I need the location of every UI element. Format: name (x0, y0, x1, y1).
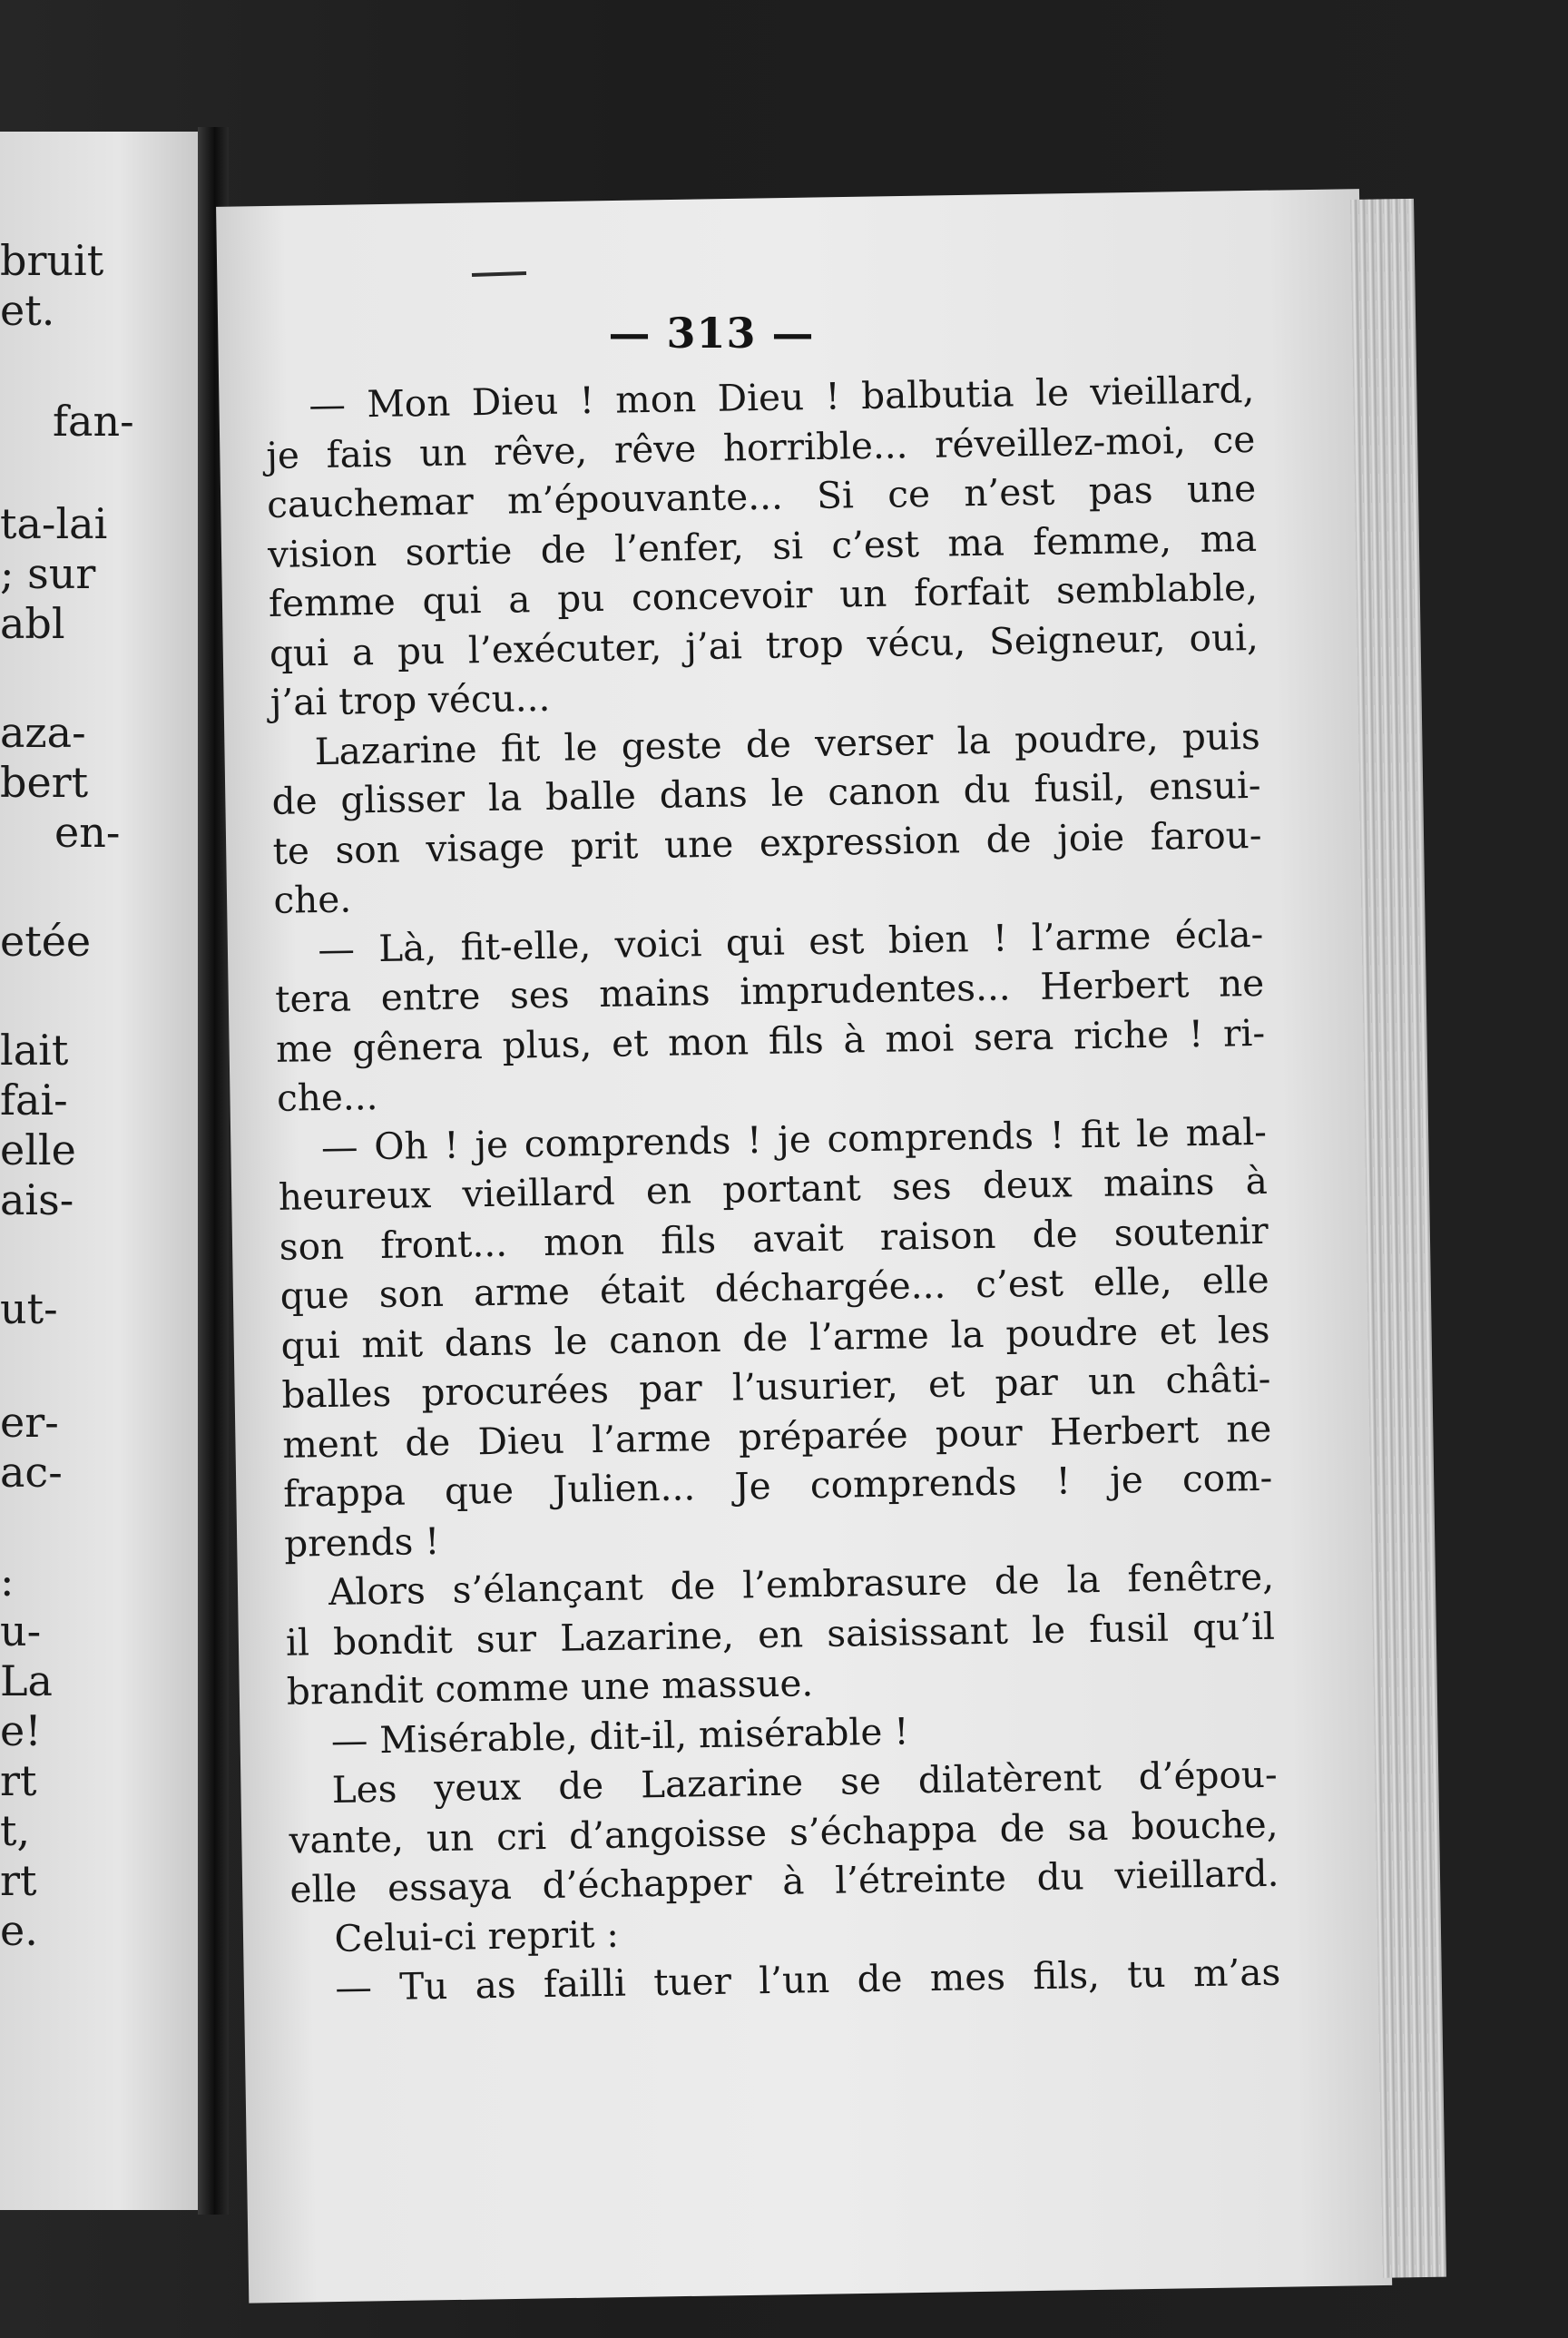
left-page-line: e. (0, 1906, 38, 1955)
page-number: — 313 — (608, 309, 815, 358)
text-line: vante, un cri d’angoisse s’échappa de sa bouche, (289, 1802, 1279, 1862)
text-line: heureux vieillard en portant ses deux mains à (278, 1158, 1269, 1219)
text-line: de glisser la balle dans le canon du fusil, ensui- (271, 762, 1261, 823)
text-line: — Mon Dieu ! mon Dieu ! balbutia le vieillard, (309, 367, 1255, 427)
text-line: vision sortie de l’enfer, si c’est ma femme, ma (267, 516, 1258, 576)
text-line: te son visage prit une expression de joie farou- (272, 812, 1262, 873)
left-page-line: ac- (0, 1448, 63, 1497)
text-line: prends ! (283, 1518, 440, 1566)
left-page-line: en- (54, 808, 121, 857)
text-line: je fais un rêve, rêve horrible... réveillez-moi, ce (265, 417, 1256, 477)
left-page-line: et. (0, 286, 55, 335)
text-line: j’ai trop vécu... (270, 675, 551, 724)
text-line: — Oh ! je comprends ! je comprends ! fit le mal- (320, 1109, 1268, 1169)
left-page-line: bruit (0, 236, 104, 285)
left-page-line: ; sur (0, 549, 96, 598)
left-page-line: elle (0, 1125, 76, 1174)
left-page-line: bert (0, 758, 89, 807)
text-line: — Misérable, dit-il, misérable ! (330, 1708, 909, 1763)
left-page-line: etée (0, 917, 92, 966)
text-line: ment de Dieu l’arme préparée pour Herbert ne (282, 1406, 1272, 1467)
page-text (265, 365, 1281, 2013)
text-line: Les yeux de Lazarine se dilatèrent d’épou- (331, 1752, 1278, 1812)
left-page-line: aza- (0, 708, 86, 757)
text-line: Lazarine fit le geste de verser la poudre, puis (314, 713, 1261, 773)
text-line: Celui-ci reprit : (334, 1911, 620, 1960)
left-page-line: e! (0, 1706, 42, 1755)
text-line: elle essaya d’échapper à l’étreinte du vieillard. (289, 1851, 1279, 1911)
text-line: tera entre ses mains imprudentes... Herbert ne (274, 960, 1265, 1021)
left-page-line: rt (0, 1856, 37, 1905)
text-line: qui a pu l’exécuter, j’ai trop vécu, Seigneur, oui, (269, 614, 1259, 675)
left-page-line: rt (0, 1756, 37, 1805)
left-page-line: fai- (0, 1076, 68, 1125)
text-line: cauchemar m’épouvante... Si ce n’est pas une (266, 466, 1257, 526)
text-line: qui mit dans le canon de l’arme la poudre et les (280, 1307, 1270, 1368)
left-page-line: lait (0, 1026, 69, 1075)
left-page-line: ut- (0, 1284, 58, 1333)
text-line: il bondit sur Lazarine, en saisissant le fusil qu’il (285, 1604, 1276, 1665)
left-page-line: ta-lai (0, 499, 108, 548)
left-page-line: er- (0, 1398, 59, 1447)
left-page-line: u- (0, 1606, 42, 1655)
text-line: brandit comme une massue. (286, 1661, 814, 1714)
text-line: che... (276, 1075, 378, 1120)
left-page-line: ais- (0, 1175, 74, 1224)
text-line: balles procurées par l’usurier, et par un châti- (281, 1356, 1271, 1417)
text-line: son front... mon fils avait raison de soutenir (279, 1208, 1269, 1269)
text-line: — Là, fit-elle, voici qui est bien ! l’arme écla- (317, 911, 1264, 971)
text-line: che. (273, 877, 352, 922)
left-page-line: : (0, 1557, 15, 1606)
left-page-line: fan- (53, 397, 134, 446)
text-line: que son arme était déchargée... c’est elle, elle (279, 1257, 1269, 1318)
text-line: — Tu as failli tuer l’un de mes fils, tu m’as (334, 1950, 1281, 2009)
text-line: me gênera plus, et mon fils à moi sera riche ! ri- (275, 1010, 1266, 1071)
left-page-line: abl (0, 599, 65, 648)
left-page-fragment (0, 132, 198, 2210)
left-page-line: t, (0, 1806, 31, 1855)
text-line: frappa que Julien... Je comprends ! je com- (282, 1455, 1273, 1516)
text-line: femme qui a pu concevoir un forfait semblable, (268, 565, 1259, 625)
left-page-line: La (0, 1656, 53, 1705)
text-line: Alors s’élançant de l’embrasure de la fenêtre, (328, 1554, 1275, 1615)
